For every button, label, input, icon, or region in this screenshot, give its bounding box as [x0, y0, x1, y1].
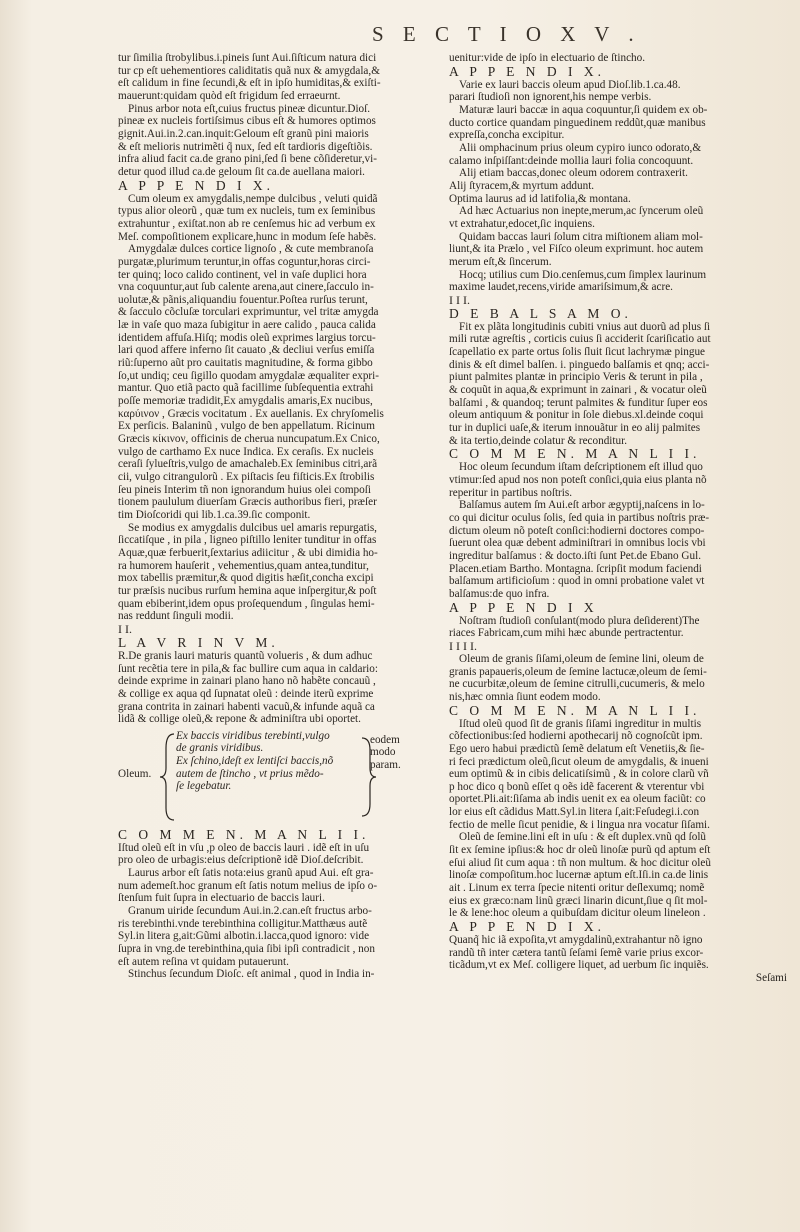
- text-line: R.De granis lauri maturis quantũ volueris , & dum adhuc: [118, 649, 373, 662]
- text-line: ſit ex ſemine ipſius:& hoc dr oleũ linoſæ purũ qd̃ aptum eſt: [449, 844, 711, 857]
- appendix-heading-2: A P P E N D I X.: [449, 63, 606, 79]
- paragraph-left-4: [118, 243, 448, 521]
- text-line: extrahuntur , exiſtat.non ab re cenſemus hic ad verbum ex: [118, 217, 376, 230]
- text-line: Laurus arbor eſt ſatis nota:eius granũ apud Aui. eſt gra-: [128, 867, 374, 880]
- text-line: expreſſa,concha excipitur.: [449, 129, 565, 142]
- text-line: param.: [370, 759, 401, 772]
- paragraph-right-2: [449, 79, 787, 104]
- text-line: vtimur:ſed apud nos non poteſt conſici,quia eius planta nõ: [449, 474, 707, 487]
- text-line: reperitur in partibus noſtris.: [449, 486, 573, 499]
- paragraph-right-8: [449, 205, 787, 230]
- text-line: Aquæ,quæ ferbuerit,ſextarius adiicitur , & ubi dimidia ho-: [118, 546, 378, 559]
- text-line: καρύινον , Græcis vocitatum . Ex auellanis. Ex chryſomelis: [118, 407, 384, 420]
- text-line: fectio de melle ſicut penidie, & i lingua nra vocatur ſiſami.: [449, 818, 710, 831]
- text-line: lidã & collige oleũ,& repone & adminiſtra ubi oportet.: [118, 713, 361, 726]
- paragraph-right-14: [449, 615, 787, 640]
- text-line: Alij ſtyracem,& myrtum addunt.: [449, 179, 595, 192]
- text-line: Oleũ de ſemine.lini eſt in uſu : & eſt duplex.vnũ qd̃ ſolũ: [459, 831, 707, 844]
- commentary-heading-3: C O M M E N. M A N L I I.: [449, 702, 701, 718]
- text-line: nas reddunt ſinguli modii.: [118, 610, 234, 623]
- text-line: Oleum de granis ſiſami,oleum de ſemine lini, oleum de: [459, 652, 704, 665]
- text-line: Granum uiride ſecundum Aui.in.2.can.eſt fructus arbo-: [128, 905, 372, 918]
- text-line: eum optimũ & in cibis delicatiſsimũ , & in colore clarũ vñ: [449, 768, 709, 781]
- text-line: vt extrahatur,edocet,ſic inquiens.: [449, 217, 595, 230]
- text-line: lor eius eſt cãdidus Matt.Syl.in litera ſ,ait:Feſudegi.i.con: [449, 806, 700, 819]
- right-column: [449, 52, 787, 985]
- text-line: læ in vaſe quo maza ſubigitur in aere calido , pauca calida: [118, 319, 376, 332]
- text-line: Hocq; utilius cum Dio.cenſemus,cum ſimplex laurinum: [459, 268, 707, 281]
- paragraph-right-9: [449, 231, 787, 269]
- text-line: ſtenſum fuit ſupra in electuario de baccis lauri.: [118, 892, 325, 905]
- text-line: Noſtram ſtudioſi conſulant(modo plura deſiderent)The: [459, 614, 700, 627]
- text-line: ducto cortice quandam pinguedinem reddũt,quæ manibus: [449, 116, 706, 129]
- text-line: dictum oleum nõ poteſt conſici:hodierni doctores compo-: [449, 524, 705, 537]
- paragraph-right-15: [449, 653, 787, 704]
- text-line: Stinchus ſecundum Dioſc. eſt animal , quod in India in-: [128, 968, 375, 981]
- text-line: ſeu pineis Interim tñ non ignorandum huius olei compoſi: [118, 483, 371, 496]
- paragraph-right-12: [449, 461, 787, 499]
- text-line: pro oleo de urbagis:eius deſcriptionẽ idẽ Dioſ.deſcribit.: [118, 854, 364, 867]
- text-line: Placen.etiam Bartho. Montagna. ſcripſit modum faciendi: [449, 562, 702, 575]
- text-line: modo: [370, 746, 396, 759]
- text-line: & collige ex aqua qd̃ ſupnatat oleũ : deinde iterũ exprime: [118, 687, 374, 700]
- text-line: mauerunt:quidam quòd eſt frigidum ſed erraeurnt.: [118, 89, 341, 102]
- section-number-4: I I I I.: [449, 638, 477, 653]
- text-line: Amygdalæ dulces cortice lignoſo , & cute membranoſa: [128, 243, 374, 256]
- text-line: Optima laurus ad id latifolia,& montana.: [449, 192, 631, 205]
- text-line: ceraſi ſylueſtris,vulgo de amachaleb.Ex ſeminibus citri,arã: [118, 458, 378, 471]
- text-line: Ex ſchino,ideſt ex lentiſci baccis,nõ: [176, 755, 334, 768]
- paragraph-right-6: [449, 180, 787, 193]
- brace-items: [176, 730, 376, 793]
- text-line: Alij etiam baccas,donec oleum odorem contraxerit.: [459, 167, 688, 180]
- text-line: ris terebinthi.vnde terebinthina colligitur.Matthæus autẽ: [118, 917, 368, 930]
- text-line: Quidam baccas lauri ſolum citra miſtionem aliam mol-: [459, 230, 703, 243]
- text-line: balſamum artificioſum : quod in omni probatione valet vt: [449, 575, 705, 588]
- text-line: calamo inſpiſſant:deinde mollia lauri folia concoquunt.: [449, 154, 694, 167]
- paragraph-left-10: [118, 968, 448, 981]
- text-line: num ademeſt.hoc granum eſt ſatis notum melius de ipſo o-: [118, 879, 378, 892]
- text-line: infra aliud facit ca.de grano pini,ſed ſi bene cõſideretur,vi-: [118, 153, 377, 166]
- text-line: randũ tñ inter cætera tantũ ſeſami ſemẽ varie prius excor-: [449, 946, 704, 959]
- oleum-brace-diagram: [118, 728, 448, 826]
- text-line: Ego uero habui prædictũ ſemẽ delatum eſt Venetiis,& ſie-: [449, 742, 705, 755]
- text-line: autem de ſtincho , vt prius mẽdo-: [176, 767, 324, 780]
- left-column: [118, 52, 448, 981]
- text-line: purgatæ,plurimum teruntur,in offas coguntur,horas circi-: [118, 255, 371, 268]
- text-line: tim Dioſcoridi qui lib.1.ca.39.ſic componit.: [118, 508, 311, 521]
- text-line: p hoc dico q bonũ eſſet q oẽs idẽ facerent & vterentur vbi: [449, 780, 705, 793]
- catchword: Seſami: [755, 972, 787, 984]
- appendix-heading-3: A P P E N D I X: [449, 599, 598, 615]
- text-line: ait . Linum ex terra ſpecie nitenti oritur deſlexumq; nomẽ: [449, 882, 705, 895]
- paragraph-right-18: [449, 934, 787, 972]
- appendix-heading: A P P E N D I X.: [118, 177, 275, 193]
- paragraph-left-3: [118, 193, 448, 244]
- text-line: cii, vulgo citrangulorũ . Ex piſtacis ſeu fiſticis.Ex ſtrobilis: [118, 471, 375, 483]
- commentary-heading: C O M M E N. M A N L I I.: [118, 826, 370, 842]
- text-line: tionem paululum diuerſam Græcis authoribus fieri, præſer: [118, 496, 377, 509]
- text-line: & eſt melioris nutrimẽti q̃ nux, ſed eſt tardioris digeſtiõis.: [118, 140, 373, 153]
- text-line: & ita tertio,deinde colatur & reconditur.: [449, 434, 628, 447]
- text-line: poſſe memoriæ tradidit,Ex amygdalis amaris,Ex nucibus,: [118, 395, 373, 408]
- section-heading-balsamo: D E B A L S A M O.: [449, 305, 632, 321]
- text-line: Alii omphacinum prius oleum cypiro iunco odorato,&: [459, 141, 702, 154]
- paragraph-right-13: [449, 499, 787, 600]
- paragraph-left-8: [118, 867, 448, 905]
- text-line: cõfectionibus:ſed hodierni apothecarij nõ cognoſcũt ipm.: [449, 730, 703, 743]
- text-line: Pinus arbor nota eſt,cuius fructus pineæ dicuntur.Dioſ.: [128, 102, 371, 115]
- text-line: mox tabellis præmitur,& quod digitis hæſit,concha excipi: [118, 572, 374, 585]
- text-line: riũ:ſuperno aũt pro cauitatis magnitudine, & forma gibbo: [118, 357, 373, 370]
- text-line: pineæ ex nucleis fortiſsimus cibus eſt & humores optimos: [118, 115, 376, 128]
- text-line: eſt calidum in fine ſecundi,& eſt in ipſo humiditas,& exiſti-: [118, 77, 381, 90]
- text-line: parari ſtudioſi non ignorent,his nempe verbis.: [449, 91, 652, 104]
- text-line: Varie ex lauri baccis oleum apud Dioſ.lib.1.ca.48.: [459, 78, 681, 91]
- text-line: Fit ex plãta longitudinis cubiti vnius aut duorũ ad plus ſi: [459, 320, 711, 333]
- text-line: quam ebiberint,idem opus proſequendum , ſingulas hemi-: [118, 597, 375, 610]
- paragraph-right-4: [449, 142, 787, 167]
- text-line: & coquũt in aqua,& exprimunt in zainari , & vocatur oleũ: [449, 384, 707, 397]
- text-line: Ex baccis viridibus terebinti,vulgo: [176, 729, 330, 742]
- text-line: eſui aliud ſit cum aqua : tñ non multum. & hoc dicitur oleũ: [449, 856, 711, 869]
- text-line: merum eſt,& ſincerum.: [449, 255, 552, 268]
- text-line: detur quod illud ca.de geloum ſit ca.de auellana maiori.: [118, 165, 365, 178]
- section-heading-laurinum: L A V R I N V M.: [118, 634, 279, 650]
- text-line: Se modius ex amygdalis dulcibus uel amaris repurgatis,: [128, 521, 377, 534]
- text-line: ſuerunt olea quæ debent adminiſtrari in omnibus locis vbi: [449, 537, 706, 550]
- paragraph-right-11: [449, 321, 787, 448]
- text-line: riaces Fabricam,cum mihi hæc abunde pertractentur.: [449, 627, 684, 640]
- text-line: granis papaueris,oleum de ſemine lactucæ,oleum de ſemi-: [449, 665, 707, 678]
- text-line: balſamus:de quo infra.: [449, 587, 550, 600]
- text-line: uolutæ,& pãnis,aliquandiu fouentur.Poſtea rurſus terunt,: [118, 293, 368, 306]
- text-line: balſami , & quandoq; terunt palmites & funditur ſuper eos: [449, 396, 708, 409]
- text-line: nis,hæc omnia ſiunt eodem modo.: [449, 690, 601, 703]
- paragraph-right-10: [449, 269, 787, 294]
- paragraph-right-7: [449, 193, 787, 206]
- text-line: Quanq̃ hic iã expoſita,vt amygdalinũ,extrahantur nõ igno: [449, 934, 703, 947]
- text-line: ſiccatiſque , in pila , ligneo piſtillo leniter tunditur in offas: [118, 534, 377, 547]
- text-line: uenitur:vide de ipſo in electuario de ſtincho.: [449, 52, 646, 64]
- text-line: ri feci prædictum oleũ,ſicut oleum de amygdalis, & inueni: [449, 755, 709, 768]
- brace-label: Oleum.: [118, 767, 152, 780]
- text-line: Balſamus autem ſm Aui.eſt arbor ægyptij,naſcens in lo-: [459, 499, 705, 512]
- text-line: tur in duplici uaſe,& iterum innouãtur in eo alij palmites: [449, 422, 701, 435]
- text-line: gignit.Aui.in.2.can.inquit:Geloum eſt granũ pini maioris: [118, 127, 369, 140]
- text-line: linoſæ compoſitum.hoc lucernæ aptum eſt.Iſi.in ca.de linis: [449, 869, 709, 882]
- text-line: ſcapellatio ex parte ortus ſolis ſluit ſicut lachrymæ pingue: [449, 346, 706, 359]
- text-line: ticãdum,vt ex Meſ. colligere liquet, ad uerbum ſic inquiẽs.: [449, 959, 709, 972]
- text-line: Hoc oleum ſecundum iſtam deſcriptionem eſt illud quo: [459, 461, 703, 474]
- text-line: ſe legebatur.: [176, 780, 232, 793]
- text-line: Meſ. compoſitionem explicare,hunc in modum ſeſe habẽs.: [118, 230, 377, 243]
- text-line: tur ſimilia ſtrobylibus.i.pineis ſunt Aui.ſiſticum natura dici: [118, 52, 377, 64]
- paragraph-left-2: [118, 103, 448, 179]
- paragraph-left-9: [118, 905, 448, 968]
- text-line: ter quinq; loco calido continent, vel in vaſe duplici hora: [118, 268, 367, 281]
- text-line: lari quod affere inferno ſit cauato ,& decliui verſus emiſſa: [118, 344, 375, 357]
- text-line: liunt,& ita Prælo , vel Fiſco oleum exprimunt. hoc autem: [449, 243, 704, 256]
- text-line: deinde exprime in zainari plano hano nõ habẽte concauũ ,: [118, 675, 376, 688]
- paragraph-left-7: [118, 842, 448, 867]
- text-line: ne cucurbitæ,oleum de ſemine citrulli,cucumeris, & melo: [449, 678, 705, 691]
- paragraph-left-6: [118, 650, 448, 726]
- text-line: vna coquuntur,aut ſub calente arena,aut cinere,ſacculo in-: [118, 281, 374, 294]
- text-line: ſo,ut undiq; ceu ſigillo quodam amygdalæ æqualiter expri-: [118, 369, 379, 382]
- text-line: tur præſsis nucibus rurſum hemina aque inſpergitur,& poſt: [118, 584, 377, 597]
- paragraph-right-1: [449, 52, 787, 65]
- text-line: identidem affuſa.Hiſq; modis oleũ exprimes largius torcu-: [118, 331, 376, 344]
- text-line: eius ex græco:nam linũ græci linarin dicunt,ſiue q ſit mol-: [449, 894, 708, 907]
- text-line: co qui dicitur oculus ſolis, ſed quia in partibus noſtris præ-: [449, 512, 710, 524]
- paragraph-left-5: [118, 522, 448, 623]
- text-line: de granis viridibus.: [176, 742, 264, 755]
- text-line: typus alior oleorũ , quæ tum ex nucleis, tum ex ſeminibus: [118, 205, 376, 218]
- text-line: mantur. Quo etiã pacto quã facillime ſubſequentia extrahi: [118, 382, 374, 395]
- text-line: tur cp eſt uehementiores caliditatis quã nux & amygdala,&: [118, 64, 380, 77]
- paragraph-right-17: [449, 831, 787, 920]
- text-line: Græcis κίκινον, officinis de cherua nuncupatum.Ex Cnico,: [118, 433, 380, 446]
- paragraph-left-1: [118, 52, 448, 103]
- text-line: ſunt recẽtia tere in pila,& fac bullire cum aqua in caldario:: [118, 662, 378, 675]
- text-line: Cum oleum ex amygdalis,nempe dulcibus , veluti quidã: [128, 192, 378, 205]
- text-line: grana contrita in zainari habenti vacuũ,& infunde aquã ca: [118, 700, 375, 713]
- text-line: Maturæ lauri baccæ in aqua coquuntur,ſi quidem ex ob-: [459, 103, 708, 116]
- appendix-heading-4: A P P E N D I X.: [449, 919, 606, 935]
- text-line: ſupra in vng.de terebinthina,quia ſibi ipſi contradicit , non: [118, 943, 375, 956]
- text-line: Iſtud oleũ quod ſit de granis ſiſami ingreditur in multis: [459, 717, 702, 730]
- text-line: Syl.in litera g,ait:Gũmi albotin.i.lacca,quod ignoro: vide: [118, 930, 370, 943]
- brace-right: [370, 734, 440, 772]
- text-line: maxime laudet,recens,viride amariſsimum,& acre.: [449, 281, 673, 294]
- text-line: Iſtud oleũ eſt in vſu ,p oleo de baccis lauri . idẽ eſt in uſu: [118, 841, 370, 854]
- text-line: ingreditur balſamus : & docto.iſti ſunt Pet.de Ebano Gul.: [449, 549, 701, 562]
- text-line: oleum antiquum & ponitur in ſole diebus.xl.deinde coqui: [449, 409, 704, 422]
- section-number-3: I I I.: [449, 292, 470, 307]
- section-number: I I.: [118, 621, 132, 636]
- text-line: Ad hæc Actuarius non inepte,merum,ac ſyncerum oleũ: [459, 205, 704, 218]
- paragraph-right-3: [449, 104, 787, 142]
- text-line: & ſacculo cõcluſæ torculari exprimuntur, vel tritæ amygda: [118, 306, 379, 319]
- running-title: S E C T I O X V .: [372, 22, 641, 46]
- text-line: eſt autem reſina vt quidam putauerunt.: [118, 955, 289, 968]
- text-line: Ex perſicis. Balaninũ , vulgo de ben appellatum. Ricinum: [118, 420, 375, 433]
- text-line: piunt palmites plantæ in principio Veris & terunt in pila ,: [449, 371, 703, 384]
- text-line: ra humorem hauſerit , vehementius,quam antea,tunditur,: [118, 559, 369, 572]
- text-line: eodem: [370, 733, 400, 746]
- text-line: mili rutæ agreſtis , corticis cuius ſi acciderit ſcariſicatio aut: [449, 333, 711, 346]
- text-line: vulgo de carthamo Ex nuce Indica. Ex ceraſis. Ex nucleis: [118, 445, 374, 458]
- text-line: dinis & eſt dimel balſen. i. pinguedo balſamis et qnq; acci-: [449, 358, 710, 371]
- text-line: le & lene:hoc oleum a quibuſdam dicitur oleum lineleon .: [449, 907, 706, 920]
- commentary-heading-2: C O M M E N. M A N L I I.: [449, 446, 701, 462]
- paragraph-right-16: [449, 718, 787, 832]
- paragraph-right-5: [449, 167, 787, 180]
- text-line: oportet.Pli.ait:ſiſama ab indis uenit ex ea oleum faciũt: co: [449, 793, 706, 806]
